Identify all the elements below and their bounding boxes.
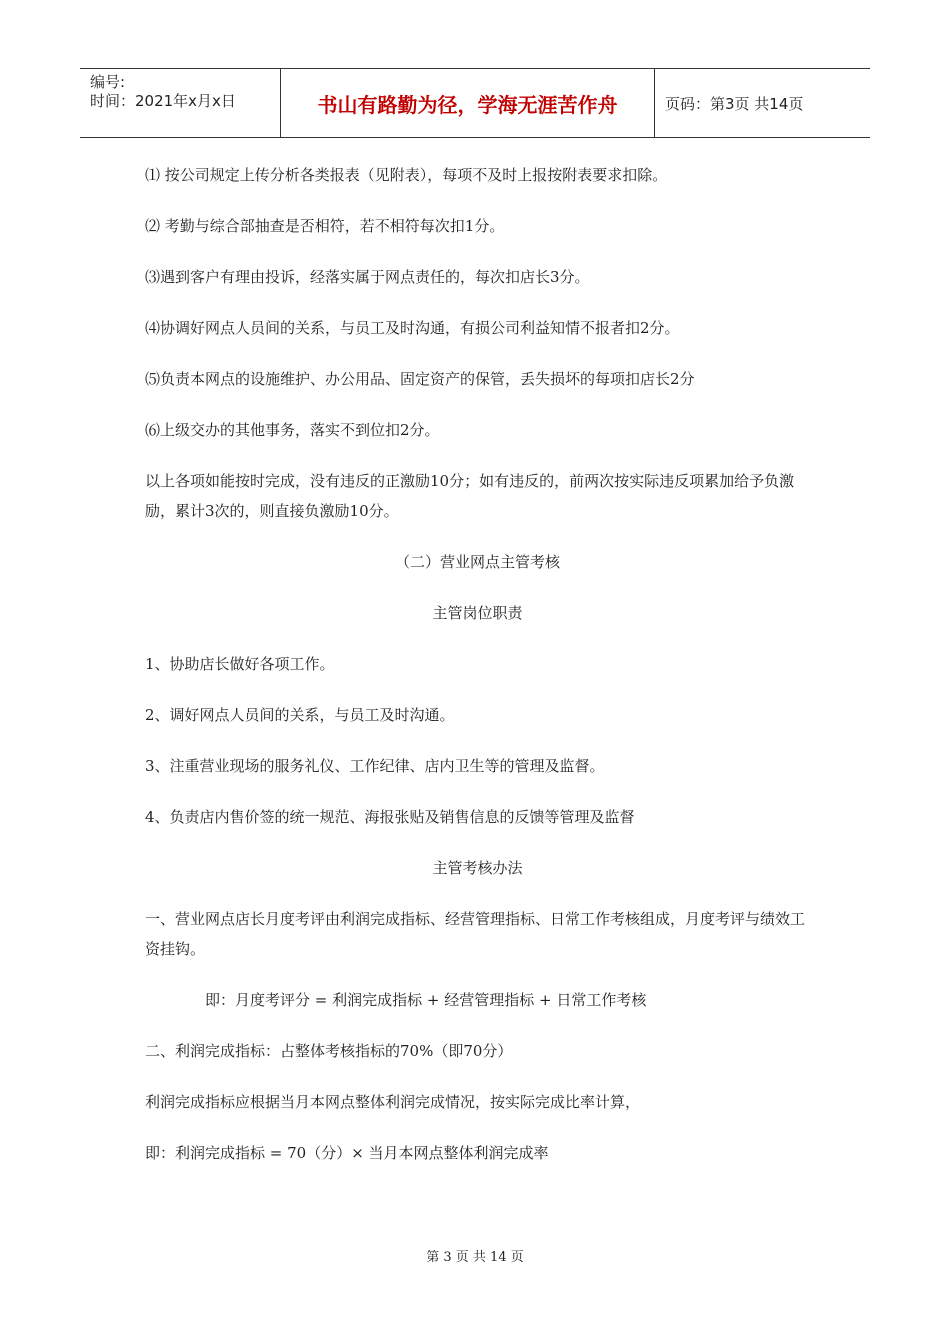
rule-item-1: ⑴ 按公司规定上传分析各类报表（见附表），每项不及时上报按附表要求扣除。 bbox=[145, 166, 668, 184]
page-footer: 第 3 页 共 14 页 bbox=[426, 1250, 524, 1265]
duty-item-2: 2、调好网点人员间的关系，与员工及时沟通。 bbox=[145, 706, 455, 724]
header-left-cell bbox=[80, 69, 280, 137]
page-header bbox=[80, 68, 870, 138]
header-page-info: 页码：第3页 共14页 bbox=[665, 94, 804, 113]
duty-item-3: 3、注重营业现场的服务礼仪、工作纪律、店内卫生等的管理及监督。 bbox=[145, 757, 605, 775]
formula-2: 即：利润完成指标 = 70（分）× 当月本网点整体利润完成率 bbox=[145, 1144, 549, 1162]
duty-item-1: 1、协助店长做好各项工作。 bbox=[145, 655, 335, 673]
rule-item-2: ⑵ 考勤与综合部抽查是否相符，若不相符每次扣1分。 bbox=[145, 217, 505, 235]
duties-title: 主管岗位职责 bbox=[432, 604, 523, 622]
duty-item-4: 4、负责店内售价签的统一规范、海报张贴及销售信息的反馈等管理及监督 bbox=[145, 808, 635, 826]
method-paragraph-2: 二、利润完成指标：占整体考核指标的70%（即70分） bbox=[145, 1042, 513, 1060]
section-title: （二）营业网点主管考核 bbox=[394, 553, 560, 571]
number-label: 编号: bbox=[90, 73, 126, 91]
method-paragraph-1: 一、营业网点店长月度考评由利润完成指标、经营管理指标、日常工作考核组成，月度考评与绩效工资挂钩。 bbox=[145, 910, 806, 958]
document-body bbox=[145, 160, 810, 1189]
date-line: 时间：2021年x月x日 bbox=[90, 92, 236, 110]
rule-item-5: ⑸负责本网点的设施维护、办公用品、固定资产的保管，丢失损坏的每项扣店长2分 bbox=[145, 370, 695, 388]
rule-item-3: ⑶遇到客户有理由投诉，经落实属于网点责任的，每次扣店长3分。 bbox=[145, 268, 590, 286]
rule-item-6: ⑹上级交办的其他事务，落实不到位扣2分。 bbox=[145, 421, 440, 439]
header-motto: 书山有路勤为径，学海无涯苦作舟 bbox=[280, 69, 655, 137]
rule-item-4: ⑷协调好网点人员间的关系，与员工及时沟通，有损公司利益知情不报者扣2分。 bbox=[145, 319, 680, 337]
method-paragraph-3: 利润完成指标应根据当月本网点整体利润完成情况，按实际完成比率计算， bbox=[145, 1093, 641, 1111]
summary-paragraph: 以上各项如能按时完成，没有违反的正激励10分；如有违反的，前两次按实际违反项累加给予负激励，累计3次的，则直接负激励10分。 bbox=[145, 472, 795, 520]
method-title: 主管考核办法 bbox=[432, 859, 523, 877]
formula-1: 即：月度考评分 = 利润完成指标 + 经营管理指标 + 日常工作考核 bbox=[205, 991, 647, 1009]
